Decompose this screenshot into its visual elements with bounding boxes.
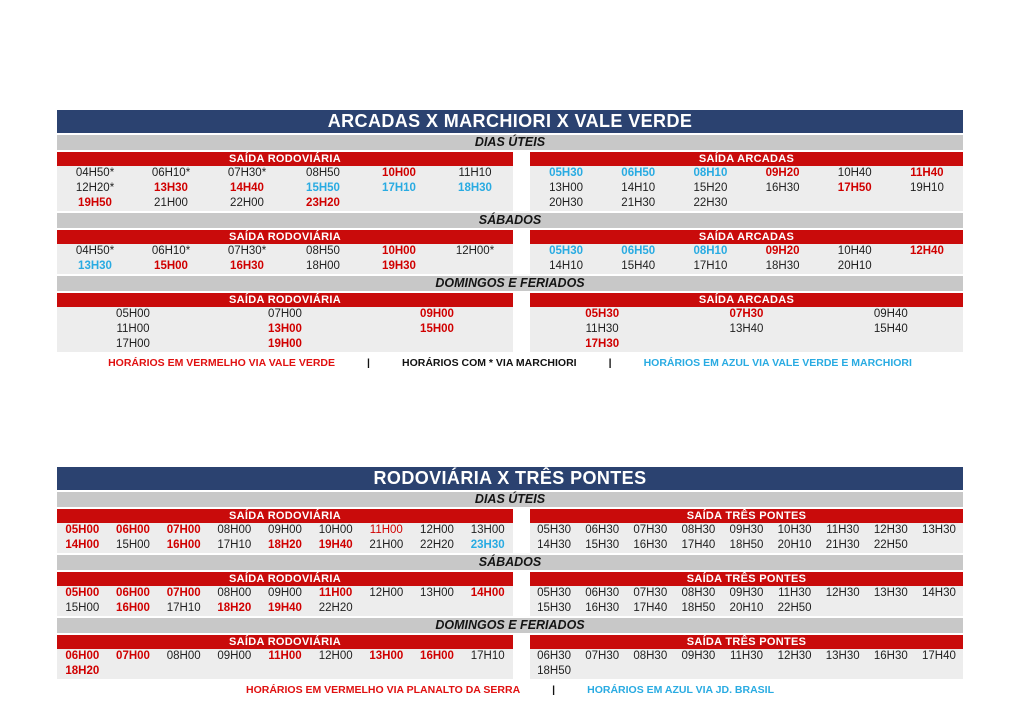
time-cell: 06H30	[537, 650, 571, 662]
times-area	[57, 166, 963, 211]
legend-row	[57, 356, 963, 371]
time-cell: 08H10	[693, 245, 728, 257]
column-gap-divider	[513, 509, 530, 523]
legend-separator: |	[367, 357, 370, 369]
time-cell: 17H40	[681, 539, 716, 551]
legend-item: HORÁRIOS EM AZUL VIA JD. BRASIL	[587, 684, 774, 696]
time-cell-empty	[626, 664, 674, 679]
time-cell: 13H30	[154, 182, 188, 194]
column-gap-divider	[513, 293, 530, 307]
column-headers-row	[57, 509, 963, 523]
time-cell: 17H50	[837, 182, 872, 194]
time-cell-empty	[915, 538, 963, 553]
column-gap-divider	[513, 523, 530, 553]
time-cell: 17H00	[116, 338, 150, 350]
time-cell: 11H30	[826, 524, 860, 536]
time-cell: 14H10	[549, 260, 584, 272]
column-gap-divider	[513, 244, 530, 274]
times-grid	[57, 307, 513, 352]
time-cell: 13H30	[921, 524, 956, 536]
column-header: SAÍDA RODOVIÁRIA	[57, 230, 513, 244]
timetable	[57, 467, 963, 698]
time-cell: 08H00	[166, 650, 201, 662]
column-gap-divider	[513, 586, 530, 616]
time-cell: 12H00	[318, 650, 353, 662]
time-cell: 16H00	[166, 539, 201, 551]
time-cell: 09H20	[765, 167, 800, 179]
column-header: SAÍDA TRÊS PONTES	[530, 635, 963, 649]
legend-row	[57, 683, 963, 698]
time-cell: 06H10*	[151, 245, 191, 257]
time-cell: 05H30	[537, 587, 571, 599]
time-cell: 05H30	[537, 524, 571, 536]
column-gap-divider	[513, 166, 530, 211]
legend-item: HORÁRIOS COM * VIA MARCHIORI	[401, 357, 577, 369]
time-cell: 10H40	[837, 245, 872, 257]
time-cell: 16H30	[765, 182, 800, 194]
time-cell-empty	[108, 664, 159, 679]
times-grid	[530, 586, 963, 616]
time-cell-empty	[462, 664, 513, 679]
time-cell-empty	[746, 196, 818, 211]
time-cell: 05H30	[585, 308, 620, 320]
time-cell: 06H00	[116, 524, 150, 536]
time-cell: 05H00	[65, 587, 100, 599]
column-header: SAÍDA ARCADAS	[530, 230, 963, 244]
time-cell-empty	[674, 664, 722, 679]
column-headers-row	[57, 635, 963, 649]
legend-separator: |	[608, 357, 612, 369]
time-cell: 20H10	[777, 539, 812, 551]
time-cell-empty	[722, 664, 770, 679]
time-cell: 08H50	[306, 167, 340, 179]
time-cell: 13H00	[268, 323, 302, 335]
time-cell-empty	[361, 196, 437, 211]
column-gap-divider	[513, 649, 530, 679]
column-header: SAÍDA RODOVIÁRIA	[57, 635, 513, 649]
time-cell: 13H40	[729, 323, 764, 335]
timetable	[57, 110, 963, 371]
time-cell: 11H00	[369, 524, 403, 536]
time-cell: 13H00	[470, 524, 505, 536]
time-cell: 09H30	[681, 650, 716, 662]
time-cell: 16H30	[230, 260, 264, 272]
time-cell: 19H30	[382, 260, 416, 272]
time-cell: 22H50	[873, 539, 908, 551]
column-header: SAÍDA ARCADAS	[530, 152, 963, 166]
time-cell: 05H00	[116, 308, 150, 320]
time-cell: 12H00	[369, 587, 404, 599]
column-header: SAÍDA RODOVIÁRIA	[57, 152, 513, 166]
table-title: ARCADAS X MARCHIORI X VALE VERDE	[57, 110, 963, 133]
time-cell: 17H10	[217, 539, 252, 551]
time-cell-empty	[412, 601, 463, 616]
time-cell: 22H20	[420, 539, 454, 551]
time-cell: 23H30	[470, 539, 505, 551]
time-cell: 11H30	[585, 323, 619, 335]
time-cell-empty	[158, 664, 209, 679]
time-cell: 06H00	[65, 650, 100, 662]
section-band: DOMINGOS E FERIADOS	[57, 618, 963, 633]
time-cell: 22H20	[318, 602, 353, 614]
time-cell: 07H00	[268, 308, 302, 320]
times-grid	[530, 649, 963, 679]
time-cell: 10H00	[382, 167, 416, 179]
time-cell: 19H50	[78, 197, 112, 209]
time-cell: 06H30	[585, 524, 620, 536]
column-gap-divider	[513, 230, 530, 244]
time-cell-empty	[578, 664, 626, 679]
time-cell: 12H20*	[75, 182, 115, 194]
time-cell: 07H30*	[227, 245, 267, 257]
time-cell: 17H30	[585, 338, 620, 350]
time-cell: 12H30	[873, 524, 908, 536]
time-cell: 13H00	[420, 587, 454, 599]
time-cell: 16H00	[420, 650, 454, 662]
column-gap-divider	[513, 307, 530, 352]
time-cell: 06H50	[621, 245, 656, 257]
time-cell: 20H10	[837, 260, 872, 272]
column-gap-divider	[513, 152, 530, 166]
time-cell-empty	[310, 664, 361, 679]
time-cell: 08H00	[217, 587, 252, 599]
time-cell: 14H00	[65, 539, 100, 551]
time-cell: 04H50*	[75, 167, 115, 179]
time-cell: 06H00	[116, 587, 150, 599]
time-cell: 15H30	[537, 602, 571, 614]
time-cell-empty	[819, 196, 891, 211]
time-cell: 14H40	[230, 182, 264, 194]
time-cell: 11H30	[729, 650, 764, 662]
time-cell: 18H50	[537, 665, 571, 677]
times-area	[57, 307, 963, 352]
time-cell: 18H00	[306, 260, 340, 272]
times-area	[57, 649, 963, 679]
time-cell: 11H40	[910, 167, 944, 179]
time-cell: 18H50	[681, 602, 716, 614]
time-cell: 05H00	[65, 524, 100, 536]
time-cell: 09H00	[420, 308, 454, 320]
time-cell: 17H10	[470, 650, 505, 662]
time-cell: 14H30	[921, 587, 956, 599]
time-cell: 09H00	[217, 650, 252, 662]
times-grid	[530, 523, 963, 553]
time-cell: 14H10	[621, 182, 656, 194]
time-cell: 08H30	[681, 587, 716, 599]
time-cell: 06H30	[585, 587, 620, 599]
time-cell-empty	[674, 337, 818, 352]
time-cell-empty	[361, 601, 412, 616]
section-band: DIAS ÚTEIS	[57, 135, 963, 150]
time-cell: 06H10*	[151, 167, 191, 179]
column-gap-divider	[513, 572, 530, 586]
time-cell: 15H50	[306, 182, 340, 194]
time-cell-empty	[915, 601, 963, 616]
legend-item: HORÁRIOS EM AZUL VIA VALE VERDE E MARCHIORI	[643, 357, 912, 369]
time-cell: 22H50	[777, 602, 812, 614]
time-cell: 15H00	[65, 602, 100, 614]
table-title: RODOVIÁRIA X TRÊS PONTES	[57, 467, 963, 490]
times-grid	[530, 244, 963, 274]
column-header: SAÍDA RODOVIÁRIA	[57, 572, 513, 586]
time-cell: 18H30	[765, 260, 800, 272]
time-cell: 15H00	[154, 260, 188, 272]
time-cell: 10H30	[777, 524, 812, 536]
times-grid	[530, 307, 963, 352]
time-cell: 11H00	[116, 323, 150, 335]
time-cell: 12H00	[420, 524, 454, 536]
column-header: SAÍDA TRÊS PONTES	[530, 572, 963, 586]
time-cell: 11H00	[268, 650, 302, 662]
time-cell: 17H40	[633, 602, 668, 614]
time-cell-empty	[819, 664, 867, 679]
times-grid	[57, 244, 513, 274]
time-cell: 13H30	[78, 260, 112, 272]
time-cell: 22H00	[230, 197, 264, 209]
time-cell: 20H10	[729, 602, 764, 614]
time-cell: 23H20	[306, 197, 340, 209]
section-band: DOMINGOS E FERIADOS	[57, 276, 963, 291]
time-cell: 18H20	[268, 539, 302, 551]
time-cell: 12H00*	[455, 245, 495, 257]
time-cell: 16H30	[633, 539, 668, 551]
time-cell: 18H30	[458, 182, 492, 194]
time-cell: 10H40	[837, 167, 872, 179]
times-grid	[57, 166, 513, 211]
time-cell: 17H10	[382, 182, 416, 194]
time-cell: 09H00	[268, 587, 302, 599]
times-grid	[530, 166, 963, 211]
section-band: DIAS ÚTEIS	[57, 492, 963, 507]
time-cell: 17H10	[693, 260, 728, 272]
times-grid	[57, 523, 513, 553]
time-cell: 12H30	[825, 587, 860, 599]
time-cell: 11H00	[319, 587, 353, 599]
time-cell: 13H00	[369, 650, 404, 662]
time-cell-empty	[209, 664, 260, 679]
time-cell: 08H50	[306, 245, 340, 257]
time-cell: 07H00	[166, 524, 201, 536]
times-grid	[57, 586, 513, 616]
time-cell-empty	[819, 601, 867, 616]
time-cell-empty	[867, 664, 915, 679]
time-cell: 07H30	[729, 308, 764, 320]
column-gap-divider	[513, 635, 530, 649]
times-grid	[57, 649, 513, 679]
time-cell: 15H30	[585, 539, 620, 551]
time-cell-empty	[891, 196, 963, 211]
column-header: SAÍDA ARCADAS	[530, 293, 963, 307]
time-cell: 15H40	[621, 260, 656, 272]
time-cell: 19H40	[318, 539, 353, 551]
time-cell: 22H30	[693, 197, 728, 209]
time-cell: 18H20	[65, 665, 100, 677]
time-cell-empty	[462, 601, 513, 616]
time-cell-empty	[260, 664, 311, 679]
time-cell: 07H00	[166, 587, 201, 599]
time-cell: 07H30	[633, 524, 668, 536]
time-cell-empty	[361, 664, 412, 679]
time-cell: 19H00	[268, 338, 302, 350]
time-cell: 11H30	[778, 587, 812, 599]
section-band: SÁBADOS	[57, 213, 963, 228]
column-headers-row	[57, 293, 963, 307]
time-cell: 08H30	[633, 650, 668, 662]
time-cell: 13H30	[825, 650, 860, 662]
column-header: SAÍDA RODOVIÁRIA	[57, 509, 513, 523]
time-cell: 16H30	[585, 602, 620, 614]
time-cell-empty	[771, 664, 819, 679]
time-cell: 13H30	[873, 587, 908, 599]
time-cell: 09H20	[765, 245, 800, 257]
column-header: SAÍDA TRÊS PONTES	[530, 509, 963, 523]
time-cell: 07H30	[585, 650, 620, 662]
time-cell: 18H20	[217, 602, 252, 614]
time-cell: 14H00	[470, 587, 505, 599]
time-cell: 21H30	[825, 539, 860, 551]
time-cell: 16H00	[116, 602, 150, 614]
time-cell: 19H10	[909, 182, 944, 194]
time-cell: 10H00	[318, 524, 353, 536]
time-cell: 08H00	[217, 524, 252, 536]
time-cell: 05H30	[549, 245, 584, 257]
time-cell-empty	[361, 337, 513, 352]
time-cell-empty	[819, 337, 963, 352]
time-cell: 19H40	[268, 602, 302, 614]
column-headers-row	[57, 572, 963, 586]
time-cell: 15H00	[420, 323, 454, 335]
schedule-page	[57, 110, 963, 698]
time-cell: 05H30	[549, 167, 584, 179]
time-cell-empty	[891, 259, 963, 274]
time-cell-empty	[867, 601, 915, 616]
times-area	[57, 523, 963, 553]
time-cell: 08H30	[681, 524, 716, 536]
column-headers-row	[57, 152, 963, 166]
time-cell: 13H00	[549, 182, 584, 194]
time-cell: 10H00	[382, 245, 416, 257]
time-cell: 04H50*	[75, 245, 115, 257]
time-cell: 09H30	[729, 587, 764, 599]
time-cell: 12H30	[777, 650, 812, 662]
times-area	[57, 244, 963, 274]
column-header: SAÍDA RODOVIÁRIA	[57, 293, 513, 307]
legend-separator: |	[552, 684, 556, 696]
time-cell: 08H10	[693, 167, 728, 179]
time-cell: 14H30	[537, 539, 571, 551]
time-cell: 07H30*	[227, 167, 267, 179]
time-cell: 09H00	[268, 524, 302, 536]
time-cell: 15H00	[116, 539, 150, 551]
times-area	[57, 586, 963, 616]
time-cell: 07H30	[633, 587, 668, 599]
section-band: SÁBADOS	[57, 555, 963, 570]
legend-item: HORÁRIOS EM VERMELHO VIA PLANALTO DA SERRA	[245, 684, 521, 696]
time-cell: 20H30	[549, 197, 584, 209]
time-cell-empty	[915, 664, 963, 679]
legend-item: HORÁRIOS EM VERMELHO VIA VALE VERDE	[108, 357, 336, 369]
time-cell: 21H00	[154, 197, 188, 209]
time-cell: 09H30	[729, 524, 764, 536]
time-cell: 16H30	[873, 650, 908, 662]
time-cell: 12H40	[909, 245, 944, 257]
time-cell: 09H40	[873, 308, 908, 320]
time-cell: 11H10	[458, 167, 492, 179]
column-headers-row	[57, 230, 963, 244]
time-cell: 21H30	[621, 197, 656, 209]
time-cell: 15H20	[693, 182, 728, 194]
time-cell: 15H40	[873, 323, 908, 335]
time-cell: 07H00	[116, 650, 150, 662]
time-cell: 21H00	[369, 539, 404, 551]
time-cell-empty	[437, 259, 513, 274]
time-cell: 06H50	[621, 167, 656, 179]
time-cell-empty	[412, 664, 463, 679]
time-cell-empty	[437, 196, 513, 211]
time-cell: 17H10	[166, 602, 201, 614]
time-cell: 17H40	[921, 650, 956, 662]
time-cell: 18H50	[729, 539, 764, 551]
